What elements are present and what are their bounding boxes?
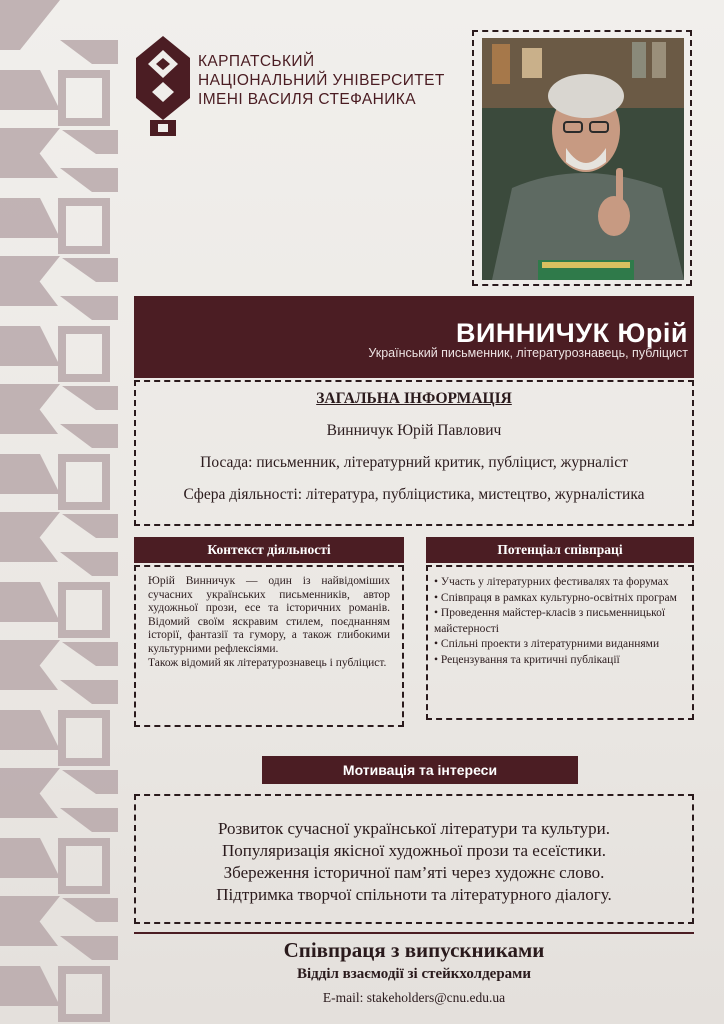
motivation-line: Підтримка творчої спільноти та літературного діалогу.: [216, 885, 612, 904]
sphere: Сфера діяльності: література, публіцистика, мистецтво, журналістика: [183, 486, 645, 503]
general-info-title: ЗАГАЛЬНА ІНФОРМАЦІЯ: [316, 390, 512, 407]
footer-email: [134, 990, 694, 1006]
list-item: • Рецензування та критичні публікації: [434, 653, 620, 666]
footer-title: Співпраця з випускниками: [283, 938, 545, 962]
full-name: Винничук Юрій Павлович: [326, 422, 502, 439]
context-header: Контекст діяльності: [134, 537, 404, 563]
general-info-box: [134, 380, 694, 526]
person-subtitle: Український письменник, літературознавець, публіцист: [368, 346, 688, 360]
portrait-frame: [472, 30, 692, 286]
university-name-line: НАЦІОНАЛЬНИЙ УНІВЕРСИТЕТ: [198, 72, 445, 89]
footer-divider: [134, 932, 694, 934]
university-name-line: КАРПАТСЬКИЙ: [198, 53, 315, 70]
list-item: • Проведення майстер-класів з письменницької майстерності: [434, 607, 666, 635]
university-logo: [136, 36, 190, 136]
motivation-box: [134, 794, 694, 924]
decorative-ornament: [0, 0, 120, 1024]
list-item: • Спільні проекти з літературними виданнями: [434, 638, 660, 650]
motivation-line: Розвиток сучасної української літератури та культури.: [217, 819, 611, 838]
context-paragraph: Також відомий як літературознавець і публіцист.: [148, 656, 387, 669]
potential-list: [434, 575, 686, 668]
context-paragraph: Юрій Винничук — один із найвідоміших сучасних українських письменників, автор художньої прози, есе та історичних романів. Відомий своїм яскравим стилем, поєднанням історії, фантазії та гумору, а також глибокими культурними рефлексіями.: [148, 575, 390, 655]
motivation-line: Популяризація якісної художньої прози та есеїстики.: [222, 841, 606, 860]
portrait-photo: [482, 38, 684, 280]
name-banner: [134, 296, 694, 378]
potential-box: [426, 565, 694, 720]
list-item: • Співпраця в рамках культурно-освітніх програм: [434, 591, 677, 604]
motivation-header: Мотивація та інтереси: [262, 756, 578, 784]
footer-department: Відділ взаємодії зі стейкхолдерами: [296, 966, 532, 982]
university-name: [198, 52, 445, 109]
position: Посада: письменник, літературний критик, публіцист, журналіст: [200, 454, 628, 471]
motivation-line: Збереження історичної пам’яті через художнє слово.: [223, 863, 605, 882]
context-box: [134, 565, 404, 727]
university-name-line: ІМЕНІ ВАСИЛЯ СТЕФАНИКА: [198, 91, 416, 108]
person-name: ВИННИЧУК Юрій: [456, 318, 688, 348]
list-item: • Участь у літературних фестивалях та форумах: [434, 576, 669, 588]
potential-header: Потенціал співпраці: [426, 537, 694, 563]
email-link[interactable]: E-mail: stakeholders@cnu.edu.ua: [322, 990, 506, 1005]
